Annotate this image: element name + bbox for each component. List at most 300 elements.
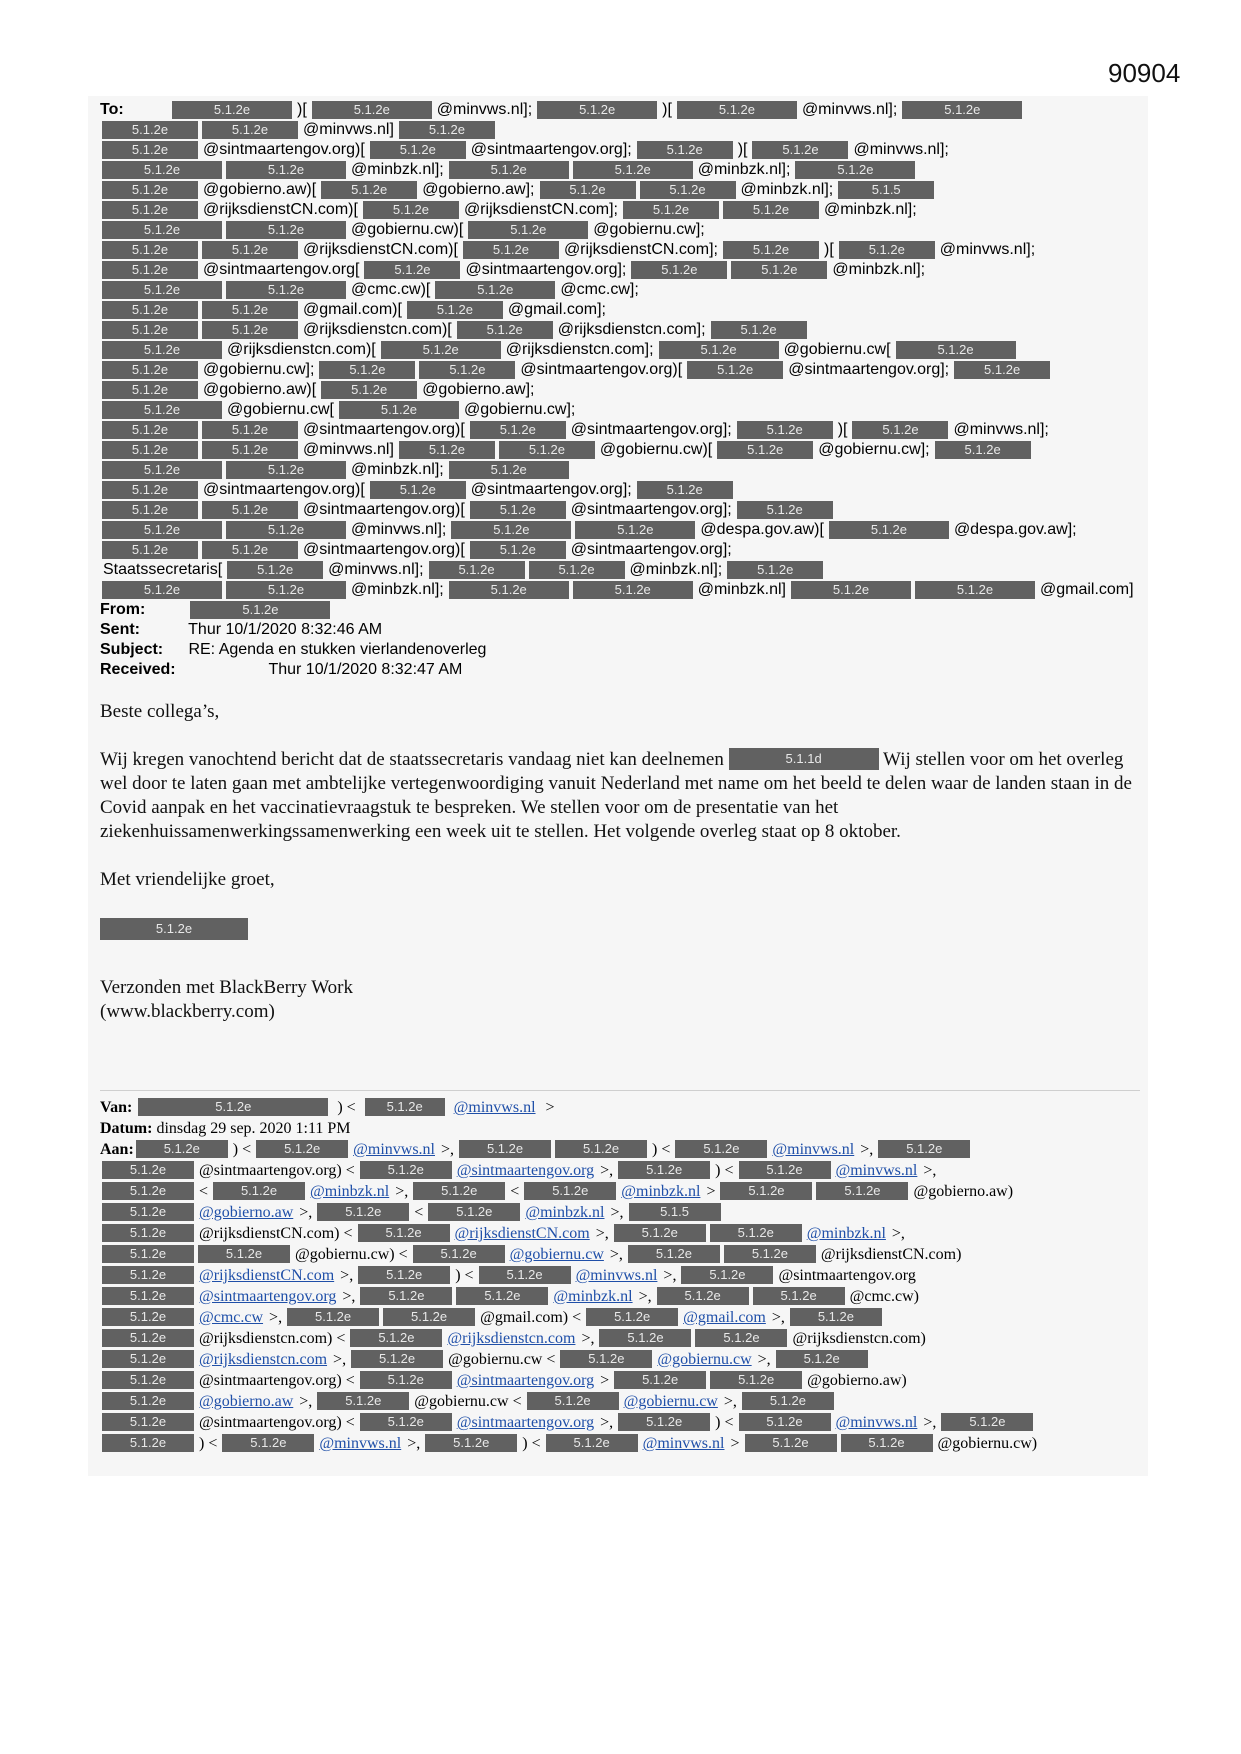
to-recipient-row	[100, 360, 1140, 380]
redaction-box: 5.1.2e	[816, 1182, 908, 1200]
redaction-box: 5.1.2e	[102, 1350, 194, 1368]
sent-value: Thur 10/1/2020 8:32:46 AM	[188, 621, 383, 638]
redaction-box: 5.1.2e	[941, 1413, 1033, 1431]
redaction-box: 5.1.2e	[681, 1266, 773, 1284]
inline-redaction: 5.1.1d	[729, 748, 879, 770]
recipient-address-fragment: @sintmaartengov.org];	[470, 141, 632, 158]
redaction-box: 5.1.2e	[202, 421, 298, 439]
aan-recipient-row	[100, 1244, 1140, 1265]
recipient-address-fragment: @rijksdienstCN.com];	[563, 241, 718, 258]
recipient-address-fragment: )[	[297, 101, 307, 118]
van-close: >	[545, 1099, 555, 1116]
email-link[interactable]: @sintmaartengov.org	[199, 1288, 337, 1305]
redaction-box: 5.1.2e	[102, 481, 198, 499]
redaction-box: 5.1.2e	[312, 101, 432, 119]
redaction-box: 5.1.2e	[915, 581, 1035, 599]
recipient-address-fragment: @gobiernu.cw <	[448, 1351, 556, 1368]
redaction-box: 5.1.2e	[555, 1140, 647, 1158]
redaction-box: 5.1.2e	[724, 1245, 816, 1263]
redaction-box: 5.1.2e	[463, 241, 559, 259]
recipient-address-fragment: @rijksdienstcn.com)[	[227, 341, 376, 358]
paragraph-part-1: Wij kregen vanochtend bericht dat de staatssecretaris vandaag niet kan deelnemen	[100, 749, 724, 770]
redaction-box: 5.1.2e	[745, 1434, 837, 1452]
email-link[interactable]: @gobiernu.cw	[623, 1393, 718, 1410]
redaction-box: 5.1.2e	[360, 1161, 452, 1179]
recipient-address-fragment: @gobiernu.cw) <	[295, 1246, 408, 1263]
redaction-box: 5.1.2e	[614, 1371, 706, 1389]
email-link[interactable]: @minvws.nl	[642, 1435, 725, 1452]
redaction-box: 5.1.2e	[102, 1308, 194, 1326]
recipient-address-fragment: @sintmaartengov.org) <	[199, 1372, 355, 1389]
redaction-box: 5.1.2e	[573, 581, 693, 599]
email-link[interactable]: @gmail.com	[683, 1309, 766, 1326]
redaction-box: 5.1.2e	[573, 161, 693, 179]
redaction-box: 5.1.2e	[102, 361, 198, 379]
recipient-address-fragment: @gobiernu.cw)[	[599, 441, 713, 458]
to-recipient-row	[100, 400, 1140, 420]
recipient-address-fragment: @gobiernu.cw];	[463, 401, 576, 418]
recipient-address-fragment: >,	[757, 1351, 771, 1368]
redaction-box: 5.1.2e	[102, 261, 198, 279]
redaction-box: 5.1.2e	[102, 441, 198, 459]
redaction-box: 5.1.2e	[657, 1287, 749, 1305]
redaction-box: 5.1.2e	[954, 361, 1050, 379]
recipient-address-fragment: @minbzk.nl];	[823, 201, 917, 218]
to-recipient-list	[100, 100, 1140, 600]
email-link[interactable]: @sintmaartengov.org	[456, 1162, 595, 1179]
redaction-box: 5.1.2e	[381, 341, 501, 359]
recipient-address-fragment: @sintmaartengov.org) <	[199, 1414, 355, 1431]
email-link[interactable]: @minbzk.nl	[310, 1183, 390, 1200]
redaction-box: 5.1.2e	[720, 1182, 812, 1200]
sent-with-line-1: Verzonden met BlackBerry Work	[100, 977, 353, 998]
redaction-box: 5.1.2e	[370, 141, 466, 159]
redaction-box: 5.1.2e	[202, 541, 298, 559]
recipient-address-fragment: >,	[723, 1393, 737, 1410]
recipient-address-fragment: @cmc.cw)[	[351, 281, 431, 298]
redaction-box: 5.1.2e	[102, 1329, 194, 1347]
to-recipient-row	[100, 580, 1140, 600]
redaction-box: 5.1.2e	[575, 521, 695, 539]
recipient-address-fragment: @gmail.com];	[507, 301, 606, 318]
redaction-box: 5.1.2e	[198, 1245, 290, 1263]
recipient-address-fragment: >,	[441, 1141, 455, 1158]
email-recipient-header	[100, 100, 1140, 600]
redaction-box: 5.1.2e	[776, 1350, 868, 1368]
redaction-box: 5.1.2e	[102, 421, 198, 439]
recipient-address-fragment: @gobiernu.cw];	[203, 361, 315, 378]
redaction-box: 5.1.2e	[102, 221, 222, 239]
recipient-address-fragment: @gobiernu.cw[	[783, 341, 891, 358]
redaction-box: 5.1.2e	[711, 321, 807, 339]
recipient-address-fragment: @sintmaartengov.org)[	[303, 541, 465, 558]
recipient-address-fragment: @rijksdienstcn.com)[	[303, 321, 452, 338]
recipient-address-fragment: <	[510, 1183, 520, 1200]
redaction-box: 5.1.2e	[102, 281, 222, 299]
recipient-address-fragment: @minvws.nl];	[953, 421, 1049, 438]
redaction-box: 5.1.2e	[739, 1413, 831, 1431]
recipient-address-fragment: @rijksdienstcn.com];	[505, 341, 654, 358]
email-link[interactable]: @minvws.nl	[835, 1162, 918, 1179]
email-link[interactable]: @gobierno.aw	[199, 1204, 294, 1221]
to-recipient-row	[100, 240, 1140, 260]
from-row	[100, 600, 486, 620]
redaction-box: 5.1.2e	[449, 461, 569, 479]
email-link[interactable]: @rijksdienstcn.com	[447, 1330, 576, 1347]
redaction-box: 5.1.2e	[226, 461, 346, 479]
recipient-address-fragment: @minvws.nl];	[328, 561, 424, 578]
redaction-box: 5.1.2e	[623, 201, 719, 219]
redaction-box: 5.1.2e	[202, 501, 298, 519]
email-link[interactable]: @sintmaartengov.org	[456, 1414, 595, 1431]
to-recipient-row	[100, 520, 1140, 540]
recipient-address-fragment: @minbzk.nl];	[832, 261, 926, 278]
to-recipient-row	[100, 220, 1140, 240]
redaction-box: 5.1.2e	[479, 1266, 571, 1284]
recipient-address-fragment: >	[706, 1183, 716, 1200]
redaction-box: 5.1.2e	[321, 181, 417, 199]
to-recipient-row	[100, 180, 1140, 200]
recipient-address-fragment: >,	[407, 1435, 421, 1452]
redaction-box: 5.1.2e	[470, 501, 566, 519]
email-link[interactable]: @gobiernu.cw	[657, 1351, 752, 1368]
aan-recipient-row	[100, 1202, 1140, 1223]
recipient-address-fragment: @sintmaartengov.org];	[570, 421, 732, 438]
recipient-address-fragment: >,	[340, 1267, 354, 1284]
redaction-box: 5.1.2e	[852, 421, 948, 439]
recipient-address-fragment: @minbzk.nl];	[740, 181, 834, 198]
recipient-address-fragment: @sintmaartengov.org];	[570, 541, 732, 558]
redaction-box: 5.1.2e	[540, 181, 636, 199]
recipient-address-fragment: @gobiernu.cw)	[937, 1435, 1038, 1452]
redaction-box: 5.1.2e	[339, 401, 459, 419]
redaction-box: 5.1.2e	[102, 1182, 194, 1200]
redaction-box: 5.1.2e	[413, 1182, 505, 1200]
recipient-address-fragment: @minbzk.nl];	[351, 161, 444, 178]
redaction-box: 5.1.2e	[795, 161, 915, 179]
redaction-box: 5.1.2e	[457, 321, 553, 339]
to-recipient-row	[100, 500, 1140, 520]
redaction-box: 5.1.2e	[459, 1140, 551, 1158]
email-link[interactable]: @gobierno.aw	[199, 1393, 294, 1410]
redaction-box: 5.1.2e	[451, 521, 571, 539]
redaction-box: 5.1.2e	[102, 521, 222, 539]
recipient-address-fragment: ) <	[652, 1141, 671, 1158]
redaction-box: 5.1.2e	[695, 1329, 787, 1347]
recipient-address-fragment: >,	[663, 1267, 677, 1284]
recipient-address-fragment: Staatssecretaris[	[103, 561, 223, 578]
aan-recipient-row	[100, 1181, 1140, 1202]
email-meta	[100, 600, 486, 680]
recipient-address-fragment: @minvws.nl]	[303, 441, 394, 458]
subject-label: Subject:	[100, 641, 164, 658]
recipient-address-fragment: ) <	[199, 1435, 218, 1452]
redaction-box: 5.1.2e	[226, 521, 346, 539]
aan-recipient-row	[100, 1307, 1140, 1328]
redaction-box: 5.1.2e	[614, 1224, 706, 1242]
paragraph-part-2: Wij stellen voor om het overleg wel door te laten gaan met ambtelijke vertegenwoordiging vanuit Nederland met name om het beeld te delen waar de landen staan in de Covid aanpak en het vaccinatievraagstuk te bespreken. We stellen voor om de presentatie van het ziekenhuissamenwerkingssamenwerking een week uit te stellen. Het volgende overleg staat op 8 oktober.	[100, 749, 1132, 842]
recipient-address-fragment: ) <	[715, 1414, 734, 1431]
to-recipient-row	[100, 160, 1140, 180]
aan-label: Aan:	[100, 1141, 134, 1158]
aan-recipient-row	[100, 1139, 1140, 1160]
recipient-address-fragment: >	[600, 1372, 610, 1389]
email-link[interactable]: @minbzk.nl	[621, 1183, 701, 1200]
redaction-box: 5.1.2e	[753, 1287, 845, 1305]
to-recipient-row	[100, 540, 1140, 560]
recipient-address-fragment: ) <	[522, 1435, 541, 1452]
recipient-address-fragment: >,	[395, 1183, 409, 1200]
redaction-box: 5.1.2e	[677, 101, 797, 119]
redaction-box: 5.1.2e	[222, 1434, 314, 1452]
aan-recipient-row	[100, 1391, 1140, 1412]
redaction-box: 5.1.2e	[529, 561, 625, 579]
redaction-box: 5.1.2e	[428, 1203, 520, 1221]
recipient-address-fragment: @minvws.nl];	[351, 521, 447, 538]
email-link[interactable]: @minvws.nl	[353, 1141, 435, 1158]
recipient-address-fragment: >,	[600, 1162, 614, 1179]
recipient-address-fragment: @sintmaartengov.org];	[788, 361, 950, 378]
redaction-box: 5.1.2e	[896, 341, 1016, 359]
recipient-address-fragment: @minbzk.nl];	[351, 461, 444, 478]
recipient-address-fragment: >,	[609, 1246, 623, 1263]
to-recipient-row	[100, 120, 1140, 140]
recipient-address-fragment: @sintmaartengov.org];	[470, 481, 632, 498]
redaction-box: 5.1.2e	[791, 581, 911, 599]
email-link[interactable]: @minbzk.nl	[806, 1225, 886, 1242]
recipient-address-fragment: ) <	[455, 1267, 474, 1284]
datum-value: dinsdag 29 sep. 2020 1:11 PM	[156, 1120, 351, 1137]
email-link[interactable]: @minbzk.nl	[553, 1288, 633, 1305]
recipient-address-fragment: @gobierno.aw)	[913, 1183, 1014, 1200]
recipient-address-fragment: @gmail.com)[	[303, 301, 402, 318]
recipient-address-fragment: @gobiernu.cw <	[414, 1393, 522, 1410]
redaction-box: 5.1.2e	[637, 141, 733, 159]
redaction-box: 5.1.2e	[202, 121, 298, 139]
recipient-address-fragment: >,	[923, 1162, 937, 1179]
redaction-box: 5.1.2e	[226, 221, 346, 239]
recipient-address-fragment: @gobiernu.cw)[	[351, 221, 464, 238]
redaction-box: 5.1.2e	[790, 1308, 882, 1326]
recipient-address-fragment: >,	[299, 1204, 313, 1221]
recipient-address-fragment: >,	[923, 1414, 937, 1431]
redaction-box: 5.1.2e	[413, 1245, 505, 1263]
redaction-box: 5.1.2e	[202, 441, 298, 459]
email-link[interactable]: @cmc.cw	[199, 1309, 264, 1326]
redaction-box: 5.1.2e	[364, 261, 460, 279]
redaction-box: 5.1.2e	[935, 441, 1031, 459]
redaction-box: 5.1.2e	[586, 1308, 678, 1326]
to-recipient-row	[100, 200, 1140, 220]
redaction-box: 5.1.2e	[527, 1392, 619, 1410]
recipient-address-fragment: @minbzk.nl]	[697, 581, 786, 598]
recipient-address-fragment: @sintmaartengov.org)[	[203, 481, 365, 498]
recipient-address-fragment: @cmc.cw];	[560, 281, 639, 298]
redaction-box: 5.1.2e	[102, 241, 198, 259]
email-link[interactable]: @minvws.nl	[319, 1435, 402, 1452]
redaction-box: 5.1.2e	[407, 301, 503, 319]
redaction-box: 5.1.2e	[317, 1203, 409, 1221]
redaction-box: 5.1.2e	[470, 541, 566, 559]
recipient-address-fragment: <	[414, 1204, 424, 1221]
redaction-box: 5.1.2e	[317, 1392, 409, 1410]
recipient-address-fragment: )[	[737, 141, 748, 158]
email-link[interactable]: @sintmaartengov.org	[456, 1372, 595, 1389]
aan-recipient-row	[100, 1286, 1140, 1307]
recipient-address-fragment: @minvws.nl]	[303, 121, 394, 138]
redaction-box: 5.1.2e	[419, 361, 515, 379]
redaction-box: 5.1.2e	[102, 1203, 194, 1221]
redaction-box: 5.1.2e	[227, 561, 323, 579]
recipient-address-fragment: @minbzk.nl];	[629, 561, 723, 578]
redaction-box: 5.1.2e	[102, 541, 198, 559]
redaction-box: 5.1.2e	[102, 381, 198, 399]
redaction-box: 5.1.2e	[360, 1371, 452, 1389]
redaction-box: 5.1.2e	[102, 1224, 194, 1242]
recipient-address-fragment: @gobierno.aw)[	[203, 381, 317, 398]
sent-label: Sent:	[100, 621, 140, 638]
redaction-box: 5.1.2e	[202, 321, 298, 339]
email-link[interactable]: @minvws.nl	[835, 1414, 918, 1431]
redaction-box: 5.1.2e	[202, 301, 298, 319]
to-recipient-row	[100, 340, 1140, 360]
email-link[interactable]: @minvws.nl	[575, 1267, 658, 1284]
redaction-box: 5.1.2e	[226, 581, 346, 599]
aan-recipient-list	[100, 1139, 1140, 1454]
redaction-box: 5.1.2e	[524, 1182, 616, 1200]
to-recipient-row	[100, 320, 1140, 340]
recipient-address-fragment: @minbzk.nl];	[697, 161, 791, 178]
recipient-address-fragment: @sintmaartengov.org) <	[199, 1162, 355, 1179]
redaction-box: 5.1.2e	[102, 201, 198, 219]
aan-recipient-row	[100, 1433, 1140, 1454]
redaction-box: 5.1.2e	[172, 101, 292, 119]
recipient-address-fragment: >,	[638, 1288, 652, 1305]
to-recipient-row	[100, 440, 1140, 460]
aan-recipient-row	[100, 1349, 1140, 1370]
redaction-box: 5.1.2e	[710, 1371, 802, 1389]
redaction-box: 5.1.2e	[717, 441, 813, 459]
recipient-address-fragment: @rijksdienstcn.com)	[792, 1330, 926, 1347]
to-recipient-row	[100, 300, 1140, 320]
redaction-box: 5.1.2e	[829, 521, 949, 539]
redaction-box: 5.1.2e	[213, 1182, 305, 1200]
recipient-address-fragment: @gmail.com) <	[480, 1309, 582, 1326]
redaction-box: 5.1.2e	[470, 421, 566, 439]
from-label: From:	[100, 601, 146, 618]
email-link[interactable]: @rijksdienstCN.com	[199, 1267, 335, 1284]
redaction-box: 5.1.2e	[287, 1308, 379, 1326]
redaction-box: 5.1.2e	[399, 441, 495, 459]
email-link[interactable]: @rijksdienstCN.com	[454, 1225, 590, 1242]
redaction-box: 5.1.2e	[425, 1434, 517, 1452]
recipient-address-fragment: >,	[771, 1309, 785, 1326]
redaction-box: 5.1.2e	[360, 1287, 452, 1305]
received-value: Thur 10/1/2020 8:32:47 AM	[268, 661, 463, 678]
recipient-address-fragment: @sintmaartengov.org];	[570, 501, 732, 518]
recipient-address-fragment: @gobierno.aw];	[422, 181, 535, 198]
datum-label: Datum:	[100, 1120, 153, 1137]
redaction-box: 5.1.2e	[102, 1287, 194, 1305]
redaction-box: 5.1.2e	[102, 1371, 194, 1389]
forwarded-message	[100, 1090, 1140, 1454]
redaction-box: 5.1.2e	[599, 1329, 691, 1347]
signature-redaction: 5.1.2e	[100, 918, 248, 940]
aan-recipient-row	[100, 1328, 1140, 1349]
redaction-box: 5.1.5	[629, 1203, 721, 1221]
document-number: 90904	[1108, 58, 1181, 88]
redaction-box: 5.1.2e	[360, 1413, 452, 1431]
redaction-box: 5.1.2e	[429, 561, 525, 579]
recipient-address-fragment: >	[730, 1435, 740, 1452]
redaction-box: 5.1.2e	[102, 121, 198, 139]
redaction-box: 5.1.2e	[102, 161, 222, 179]
redaction-box: 5.1.2e	[737, 421, 833, 439]
email-link[interactable]: @rijksdienstcn.com	[199, 1351, 328, 1368]
redaction-box: 5.1.2e	[350, 1329, 442, 1347]
redaction-box: 5.1.2e	[449, 161, 569, 179]
email-body	[100, 700, 1140, 1048]
redaction-box: 5.1.2e	[102, 1245, 194, 1263]
subject-value: RE: Agenda en stukken vierlandenoverleg	[188, 641, 487, 658]
redaction-box: 5.1.2e	[637, 481, 733, 499]
redaction-box: 5.1.2e	[256, 1140, 348, 1158]
email-link[interactable]: @minbzk.nl	[525, 1204, 605, 1221]
recipient-address-fragment: @gobiernu.cw];	[818, 441, 930, 458]
redaction-box: 5.1.2e	[739, 1161, 831, 1179]
redaction-box: 5.1.2e	[102, 401, 222, 419]
van-email-link[interactable]: @minvws.nl	[453, 1099, 536, 1116]
recipient-address-fragment: @gobierno.aw)[	[203, 181, 317, 198]
to-label: To:	[100, 101, 124, 118]
redaction-box: 5.1.2e	[358, 1266, 450, 1284]
aan-recipient-row	[100, 1412, 1140, 1433]
recipient-address-fragment: @rijksdienstCN.com)[	[203, 201, 358, 218]
aan-recipient-row	[100, 1160, 1140, 1181]
recipient-address-fragment: @sintmaartengov.org[	[203, 261, 360, 278]
recipient-address-fragment: >,	[342, 1288, 356, 1305]
redaction-box: 5.1.2e	[358, 1224, 450, 1242]
van-row	[100, 1097, 1140, 1118]
recipient-address-fragment: @minvws.nl];	[436, 101, 533, 118]
redaction-box: 5.1.2e	[687, 361, 783, 379]
redaction-box: 5.1.2e	[102, 1434, 194, 1452]
recipient-address-fragment: )[	[823, 241, 834, 258]
redaction-box: 5.1.2e	[202, 241, 298, 259]
recipient-address-fragment: @sintmaartengov.org)[	[520, 361, 683, 378]
recipient-address-fragment: @rijksdienstCN.com) <	[199, 1225, 353, 1242]
redaction-box: 5.1.2e	[102, 301, 198, 319]
recipient-address-fragment: ) <	[715, 1162, 734, 1179]
recipient-address-fragment: @gmail.com]	[1039, 581, 1134, 598]
redaction-box: 5.1.2e	[631, 261, 727, 279]
email-link[interactable]: @minvws.nl	[772, 1141, 855, 1158]
recipient-address-fragment: >,	[269, 1309, 283, 1326]
redaction-box: 5.1.2e	[351, 1350, 443, 1368]
recipient-address-fragment: >,	[299, 1393, 313, 1410]
to-recipient-row	[100, 480, 1140, 500]
redaction-box: 5.1.2e	[546, 1434, 638, 1452]
redaction-box: 5.1.2e	[723, 201, 819, 219]
recipient-address-fragment: @sintmaartengov.org	[778, 1267, 916, 1284]
recipient-address-fragment: @minvws.nl];	[853, 141, 949, 158]
email-link[interactable]: @gobiernu.cw	[509, 1246, 604, 1263]
redaction-box: 5.1.2e	[468, 221, 588, 239]
redaction-box: 5.1.2e	[841, 1434, 933, 1452]
van-separator: ) <	[337, 1099, 356, 1116]
recipient-address-fragment: @rijksdienstCN.com)[	[303, 241, 458, 258]
to-recipient-row	[100, 380, 1140, 400]
